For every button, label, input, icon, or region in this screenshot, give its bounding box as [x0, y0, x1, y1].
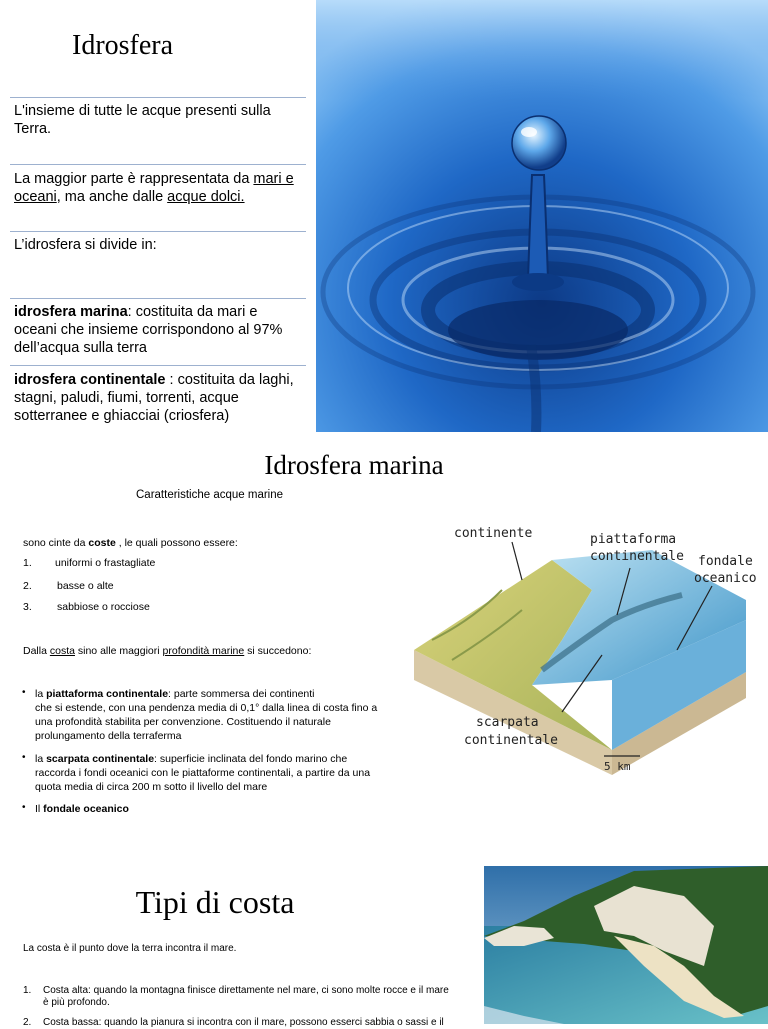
- slide1-title: Idrosfera: [72, 30, 174, 61]
- term-idrosfera-marina: idrosfera marina: [14, 304, 128, 320]
- label-fondale-2: oceanico: [694, 571, 757, 586]
- label-fondale-1: fondale: [698, 554, 753, 569]
- text: La maggior parte è rappresentata da: [14, 171, 254, 187]
- divider: [10, 298, 306, 299]
- divider: [10, 97, 306, 98]
- list-number: 1.: [23, 557, 32, 569]
- text: si succedono:: [244, 645, 312, 657]
- link-mari-oceani[interactable]: mari e oceani: [14, 171, 294, 205]
- label-piattaforma-1: piattaforma: [590, 532, 677, 547]
- list-number: 2.: [23, 1017, 32, 1028]
- slide3-intro: La costa è il punto dove la terra incontra il mare.: [23, 943, 237, 954]
- text-line: una profondità stabilita per convenzione. Costituendo il naturale: [35, 716, 331, 728]
- slide1-paragraph-5: [14, 371, 304, 425]
- text: , le quali possono essere:: [115, 537, 238, 549]
- text: la: [35, 688, 47, 700]
- divider: [10, 164, 306, 165]
- slide1-paragraph-1: L'insieme di tutte le acque presenti sulla Terra.: [14, 103, 271, 137]
- text: : parte sommersa dei continenti: [168, 688, 315, 700]
- list-item: basse o alte: [57, 580, 114, 592]
- bullet-icon: •: [22, 687, 26, 698]
- text-line: [35, 687, 415, 701]
- text-line: che si estende, con una pendenza media di 0,1° dalla linea di costa fino a: [35, 702, 378, 714]
- slide1-paragraph-4: [14, 303, 304, 357]
- bullet-scarpata: [35, 752, 415, 794]
- coast-photo: [484, 866, 768, 1024]
- text: : costituita da mari e oceani che insieme corrispondono al 97% dell’acqua sulla terra: [14, 304, 283, 356]
- bullet-fondale: [35, 802, 129, 816]
- bullet-icon: •: [22, 752, 26, 763]
- slide2-subtitle: Caratteristiche acque marine: [136, 489, 284, 501]
- term-scarpata: scarpata continentale: [46, 753, 155, 765]
- list-item: uniformi o frastagliate: [55, 557, 156, 569]
- bullet-piattaforma: [35, 687, 415, 743]
- term-coste: coste: [88, 537, 116, 549]
- slide1-paragraph-3: L’idrosfera si divide in:: [14, 237, 157, 253]
- text-line: raccorda i fondi oceanici con le piattaforme continentali, a partire da una: [35, 767, 371, 779]
- link-profondita-marine[interactable]: profondità marine: [162, 645, 245, 657]
- sequence-intro: [23, 644, 311, 658]
- link-costa[interactable]: costa: [49, 645, 75, 657]
- list-item: sabbiose o rocciose: [57, 601, 150, 613]
- list-number: 2.: [23, 580, 32, 592]
- text: , ma anche dalle: [56, 189, 168, 205]
- bullet-icon: •: [22, 802, 26, 813]
- text-line: prolungamento della terraferma: [35, 730, 182, 742]
- slide1-paragraph-2: [14, 170, 304, 206]
- slide2-title: Idrosfera marina: [264, 450, 444, 480]
- link-acque-dolci[interactable]: acque dolci.: [167, 189, 245, 205]
- list-item: Costa alta: quando la montagna finisce direttamente nel mare, ci sono molte rocce e il mare è più profondo.: [43, 985, 449, 1008]
- coast-intro: [23, 536, 238, 550]
- divider: [10, 365, 306, 366]
- seafloor-diagram: [412, 520, 768, 775]
- text: la: [35, 753, 47, 765]
- text: sino alle maggiori: [74, 645, 163, 657]
- text: Il: [35, 803, 44, 815]
- slide3-title: Tipi di costa: [135, 884, 295, 920]
- term-fondale: fondale oceanico: [43, 803, 129, 815]
- text: : superficie inclinata del fondo marino che: [154, 753, 348, 765]
- text: sono cinte da: [23, 537, 89, 549]
- text: : costituita da laghi, stagni, paludi, fiumi, torrenti, acque sotterranee e ghiacciai (criosfera): [14, 372, 294, 424]
- list-number: 1.: [23, 985, 32, 996]
- list-number: 3.: [23, 601, 32, 613]
- term-piattaforma: piattaforma continentale: [46, 688, 169, 700]
- water-drop-photo: [316, 0, 768, 432]
- label-scale: 5 km: [604, 760, 631, 773]
- list-item: Costa bassa: quando la pianura si incontra con il mare, possono esserci sabbia o sassi e il: [43, 1017, 444, 1028]
- term-idrosfera-continentale: idrosfera continentale: [14, 372, 166, 388]
- label-scarpata-1: scarpata: [476, 715, 539, 730]
- label-piattaforma-2: continentale: [590, 549, 684, 564]
- label-continente: continente: [454, 526, 533, 541]
- divider: [10, 231, 306, 232]
- text-line: quota media di circa 200 m sotto il livello del mare: [35, 781, 268, 793]
- label-scarpata-2: continentale: [464, 733, 558, 748]
- text-line: [35, 752, 415, 766]
- text: Dalla: [23, 645, 50, 657]
